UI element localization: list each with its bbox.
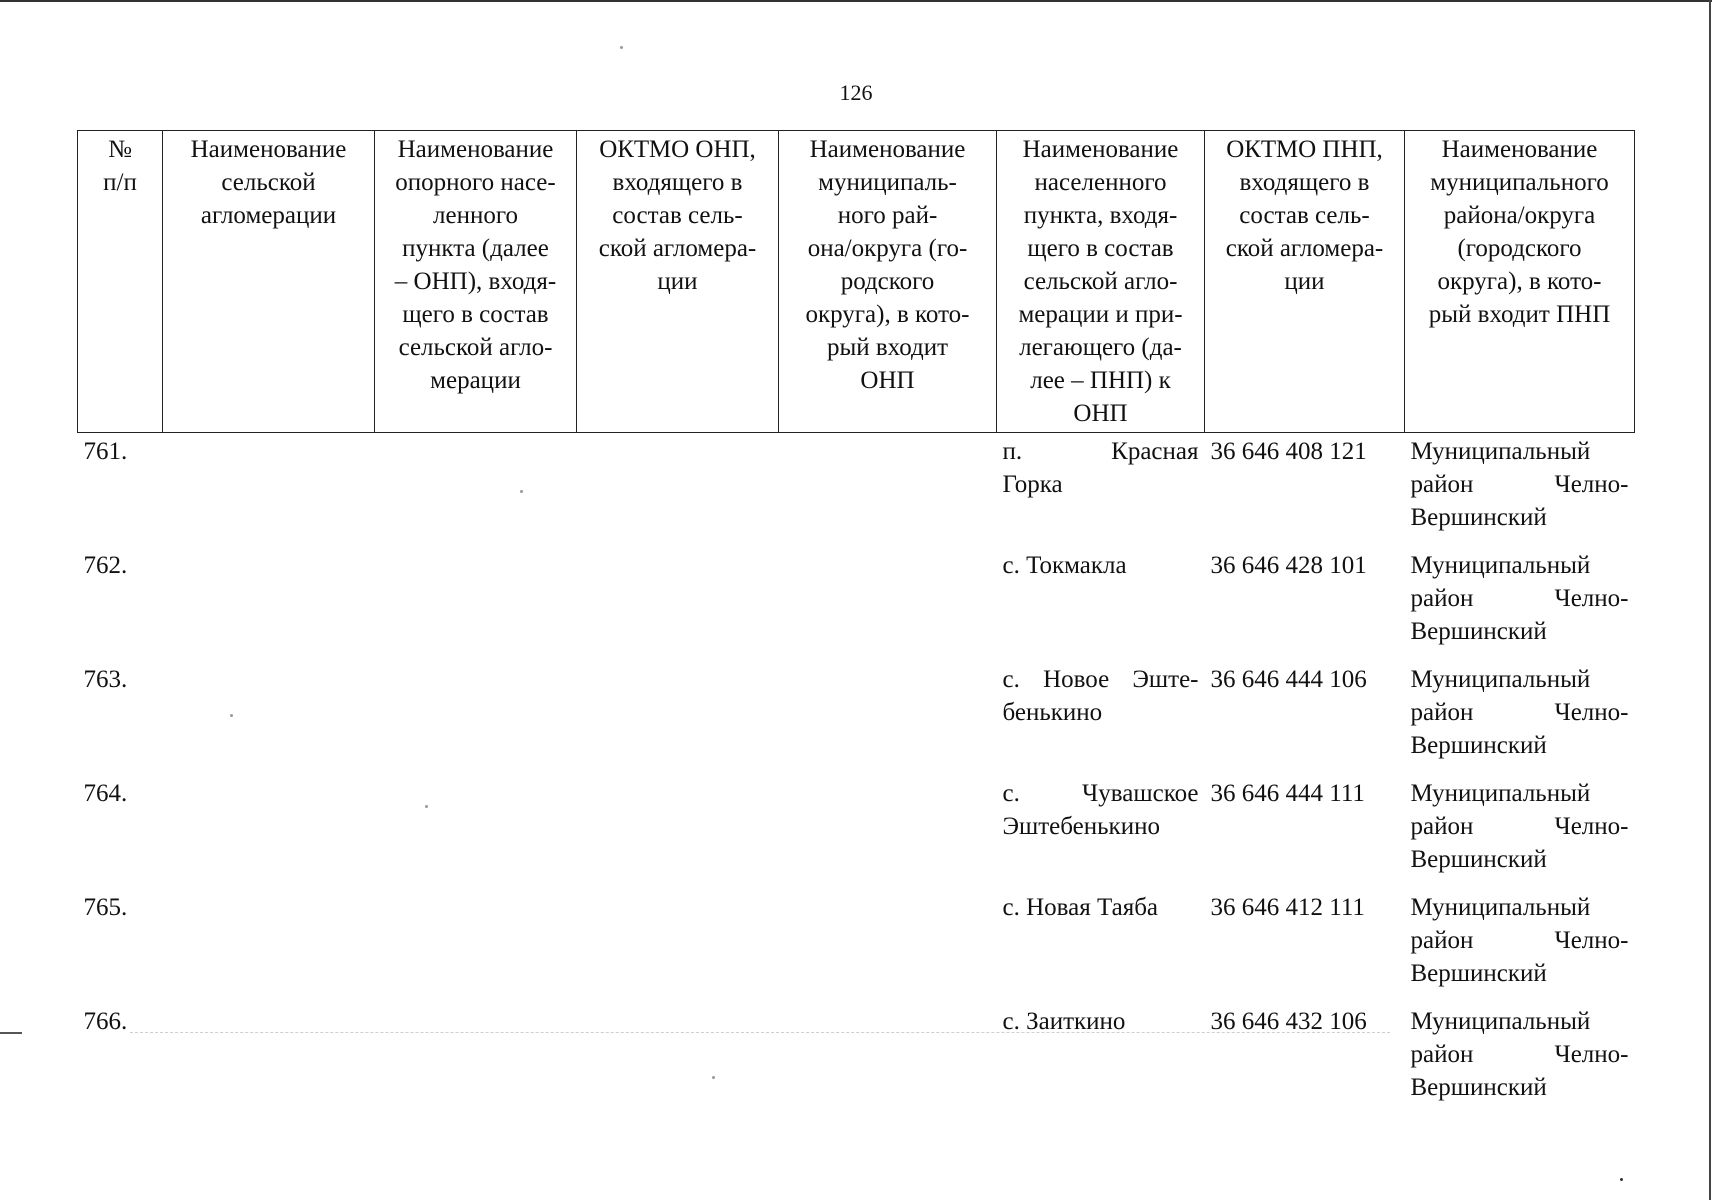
onp-district-cell: [779, 661, 997, 775]
onp-name-cell: [375, 889, 577, 1003]
agglomeration-cell: [163, 889, 375, 1003]
scan-speck: [520, 490, 523, 493]
pnp-oktmo-cell: 36 646 444 111: [1210, 780, 1365, 807]
scan-margin-tick: [0, 1032, 22, 1034]
pnp-name-cell: с. Новая Таяба: [1002, 894, 1159, 921]
pnp-district-cell: Муниципальный район Челно- Вершинский: [1410, 894, 1629, 987]
header-cell-number: № п/п: [78, 131, 163, 433]
onp-district-cell: [779, 1003, 997, 1117]
agglomeration-cell: [163, 661, 375, 775]
pnp-name-cell: с. Заиткино: [1002, 1008, 1126, 1035]
pnp-district-cell: Муниципальный район Челно- Вершинский: [1410, 666, 1629, 759]
pnp-name-cell: с. Новое Эште- бенькино: [1002, 666, 1199, 726]
scan-right-edge: [1709, 0, 1711, 1200]
scan-speck: [620, 46, 623, 49]
row-number: 766.: [83, 1008, 128, 1035]
pnp-district-cell: Муниципальный район Челно- Вершинский: [1410, 552, 1629, 645]
row-number: 763.: [83, 666, 128, 693]
table-header-row: [78, 131, 1635, 433]
onp-oktmo-cell: [577, 889, 779, 1003]
agglomeration-cell: [163, 775, 375, 889]
pnp-name-cell: с. Токмакла: [1002, 552, 1127, 579]
onp-oktmo-cell: [577, 433, 779, 548]
onp-district-cell: [779, 775, 997, 889]
onp-district-cell: [779, 433, 997, 548]
header-cell-onp-name: Наименование опорного насе- ленного пункта (далее – ОНП), входя- щего в состав сельской агло- мерации: [375, 131, 577, 433]
scan-artifact-line: [130, 1032, 1390, 1033]
onp-name-cell: [375, 433, 577, 548]
onp-name-cell: [375, 1003, 577, 1117]
header-cell-pnp-district: Наименование муниципального района/округа (городского округа), в кото- рый входит ПНП: [1405, 131, 1635, 433]
onp-oktmo-cell: [577, 547, 779, 661]
header-cell-onp-district: Наименование муниципаль- ного рай- она/округа (го- родского округа), в кото- рый входит ОНП: [779, 131, 997, 433]
onp-name-cell: [375, 661, 577, 775]
scan-speck: [230, 714, 233, 717]
pnp-oktmo-cell: 36 646 432 106: [1210, 1008, 1367, 1035]
header-cell-onp-oktmo: ОКТМО ОНП, входящего в состав сель- ской агломера- ции: [577, 131, 779, 433]
agglomeration-cell: [163, 1003, 375, 1117]
pnp-name-cell: п. Красная Горка: [1002, 438, 1199, 498]
onp-name-cell: [375, 547, 577, 661]
onp-oktmo-cell: [577, 661, 779, 775]
table-row: [78, 547, 1635, 661]
header-cell-agglomeration: Наименование сельской агломерации: [163, 131, 375, 433]
agglomeration-cell: [163, 547, 375, 661]
scan-top-edge: [0, 0, 1712, 2]
scan-speck: [1620, 1178, 1623, 1181]
pnp-district-cell: Муниципальный район Челно- Вершинский: [1410, 1008, 1629, 1101]
pnp-district-cell: Муниципальный район Челно- Вершинский: [1410, 438, 1629, 531]
pnp-oktmo-cell: 36 646 444 106: [1210, 666, 1367, 693]
agglomeration-cell: [163, 433, 375, 548]
table-row: [78, 775, 1635, 889]
row-number: 764.: [83, 780, 128, 807]
onp-name-cell: [375, 775, 577, 889]
onp-district-cell: [779, 547, 997, 661]
agglomeration-table: [77, 130, 1635, 1117]
page-number: 126: [839, 80, 873, 105]
table-row: [78, 433, 1635, 548]
row-number: 765.: [83, 894, 128, 921]
table-row: [78, 661, 1635, 775]
table-row: [78, 889, 1635, 1003]
onp-oktmo-cell: [577, 775, 779, 889]
row-number: 761.: [83, 438, 128, 465]
pnp-oktmo-cell: 36 646 412 111: [1210, 894, 1365, 921]
pnp-oktmo-cell: 36 646 428 101: [1210, 552, 1367, 579]
header-cell-pnp-oktmo: ОКТМО ПНП, входящего в состав сель- ской агломера- ции: [1205, 131, 1405, 433]
header-cell-pnp-name: Наименование населенного пункта, входя- щего в состав сельской агло- мерации и при- легающего (да- лее – ПНП) к ОНП: [997, 131, 1205, 433]
scan-speck: [425, 805, 428, 808]
pnp-oktmo-cell: 36 646 408 121: [1210, 438, 1367, 465]
scan-speck: [712, 1076, 715, 1079]
row-number: 762.: [83, 552, 128, 579]
table-row: [78, 1003, 1635, 1117]
pnp-district-cell: Муниципальный район Челно- Вершинский: [1410, 780, 1629, 873]
pnp-name-cell: с. Чувашское Эштебенькино: [1002, 780, 1199, 840]
onp-oktmo-cell: [577, 1003, 779, 1117]
onp-district-cell: [779, 889, 997, 1003]
